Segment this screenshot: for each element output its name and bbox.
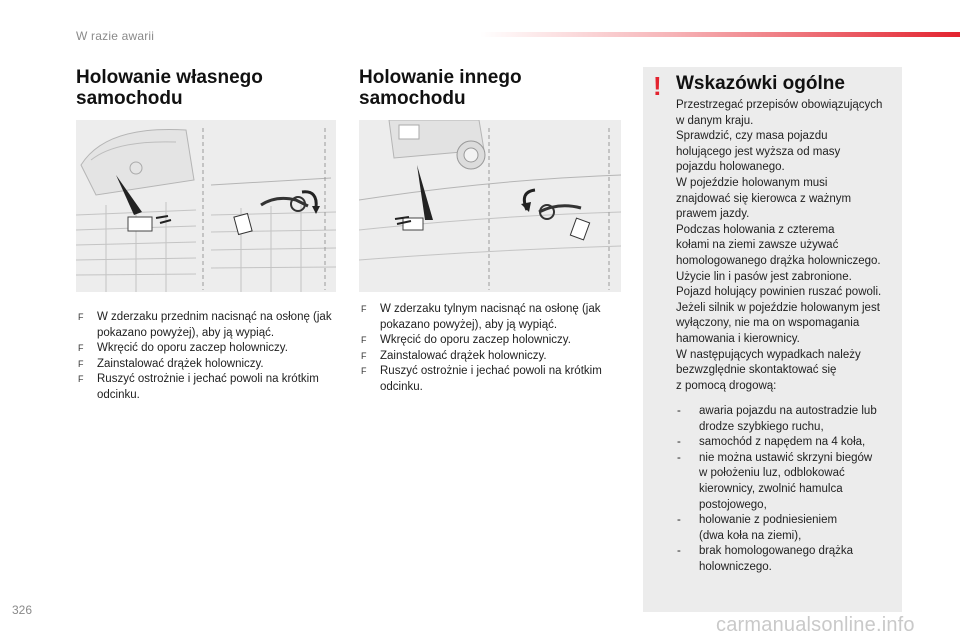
header-accent-bar <box>480 32 960 37</box>
left-steps-list <box>76 310 336 403</box>
page-number: 326 <box>12 603 33 617</box>
general-advice-box <box>643 67 902 612</box>
bullet-icon: F <box>78 312 84 322</box>
general-advice-text: Przestrzegać przepisów obowiązujących w danym kraju. Sprawdzić, czy masa pojazdu holującego jest wyższa od masy pojazdu holowanego. W pojeździe holowanym musi znajdować się kierowca z ważnym prawem jazdy. Podczas holowania z czterema kołami na ziemi zawsze używać homologowanego drążka holowniczego. Użycie lin i pasów jest zabronione. Pojazd holujący powinien ruszać powoli. Jeżeli silnik w pojeździe holowanym jest wyłączony, nie ma on wspomagania hamowania i kierownicy. W następujących wypadkach należy bezwzględnie skontaktować się z pomocą drogową: <box>676 99 883 392</box>
list-item: F W zderzaku tylnym nacisnąć na osłonę (jak pokazano powyżej), aby ją wypiąć. <box>361 303 601 331</box>
warning-icon: ! <box>653 71 662 101</box>
list-item: - holowanie z podniesieniem (dwa koła na ziemi), <box>677 514 838 542</box>
front-tow-illustration <box>76 120 336 292</box>
roadside-assistance-cases <box>676 404 902 576</box>
list-item: F Ruszyć ostrożnie i jechać powoli na krótkim odcinku. <box>78 373 319 401</box>
bullet-icon: F <box>361 350 367 361</box>
middle-steps-list <box>359 302 621 395</box>
list-item: F Zainstalować drążek holowniczy. <box>359 349 621 365</box>
bullet-icon: F <box>78 358 84 369</box>
bullet-icon: F <box>78 343 84 353</box>
list-item: F Wkręcić do oporu zaczep holowniczy. <box>76 341 336 357</box>
heading-other-vehicle: Holowanie innego samochodu <box>359 67 522 109</box>
list-item: - nie można ustawić skrzyni biegów w położeniu luz, odblokować kierownicy, zwolnić hamulca postojowego, <box>677 451 873 511</box>
list-item: - brak homologowanego drążka holowniczego. <box>677 545 854 573</box>
general-advice-title: Wskazówki ogólne <box>676 73 845 94</box>
heading-own-vehicle: Holowanie własnego samochodu <box>76 67 263 109</box>
list-item: F W zderzaku przednim nacisnąć na osłonę (jak pokazano powyżej), aby ją wypiąć. <box>78 311 332 339</box>
list-item: F Ruszyć ostrożnie i jechać powoli na krótkim odcinku. <box>361 365 602 393</box>
section-title: W razie awarii <box>76 29 155 43</box>
list-item: F Zainstalować drążek holowniczy. <box>76 357 336 373</box>
bullet-icon: F <box>78 374 84 384</box>
list-item: - awaria pojazdu na autostradzie lub drodze szybkiego ruchu, <box>677 405 877 433</box>
list-item: - samochód z napędem na 4 koła, <box>677 436 866 449</box>
bullet-icon: F <box>361 335 367 345</box>
bullet-icon: F <box>361 304 367 314</box>
bullet-icon: F <box>361 366 367 376</box>
watermark: carmanualsonline.info <box>716 614 915 636</box>
list-item: F Wkręcić do oporu zaczep holowniczy. <box>359 333 621 349</box>
rear-tow-illustration <box>359 120 621 292</box>
